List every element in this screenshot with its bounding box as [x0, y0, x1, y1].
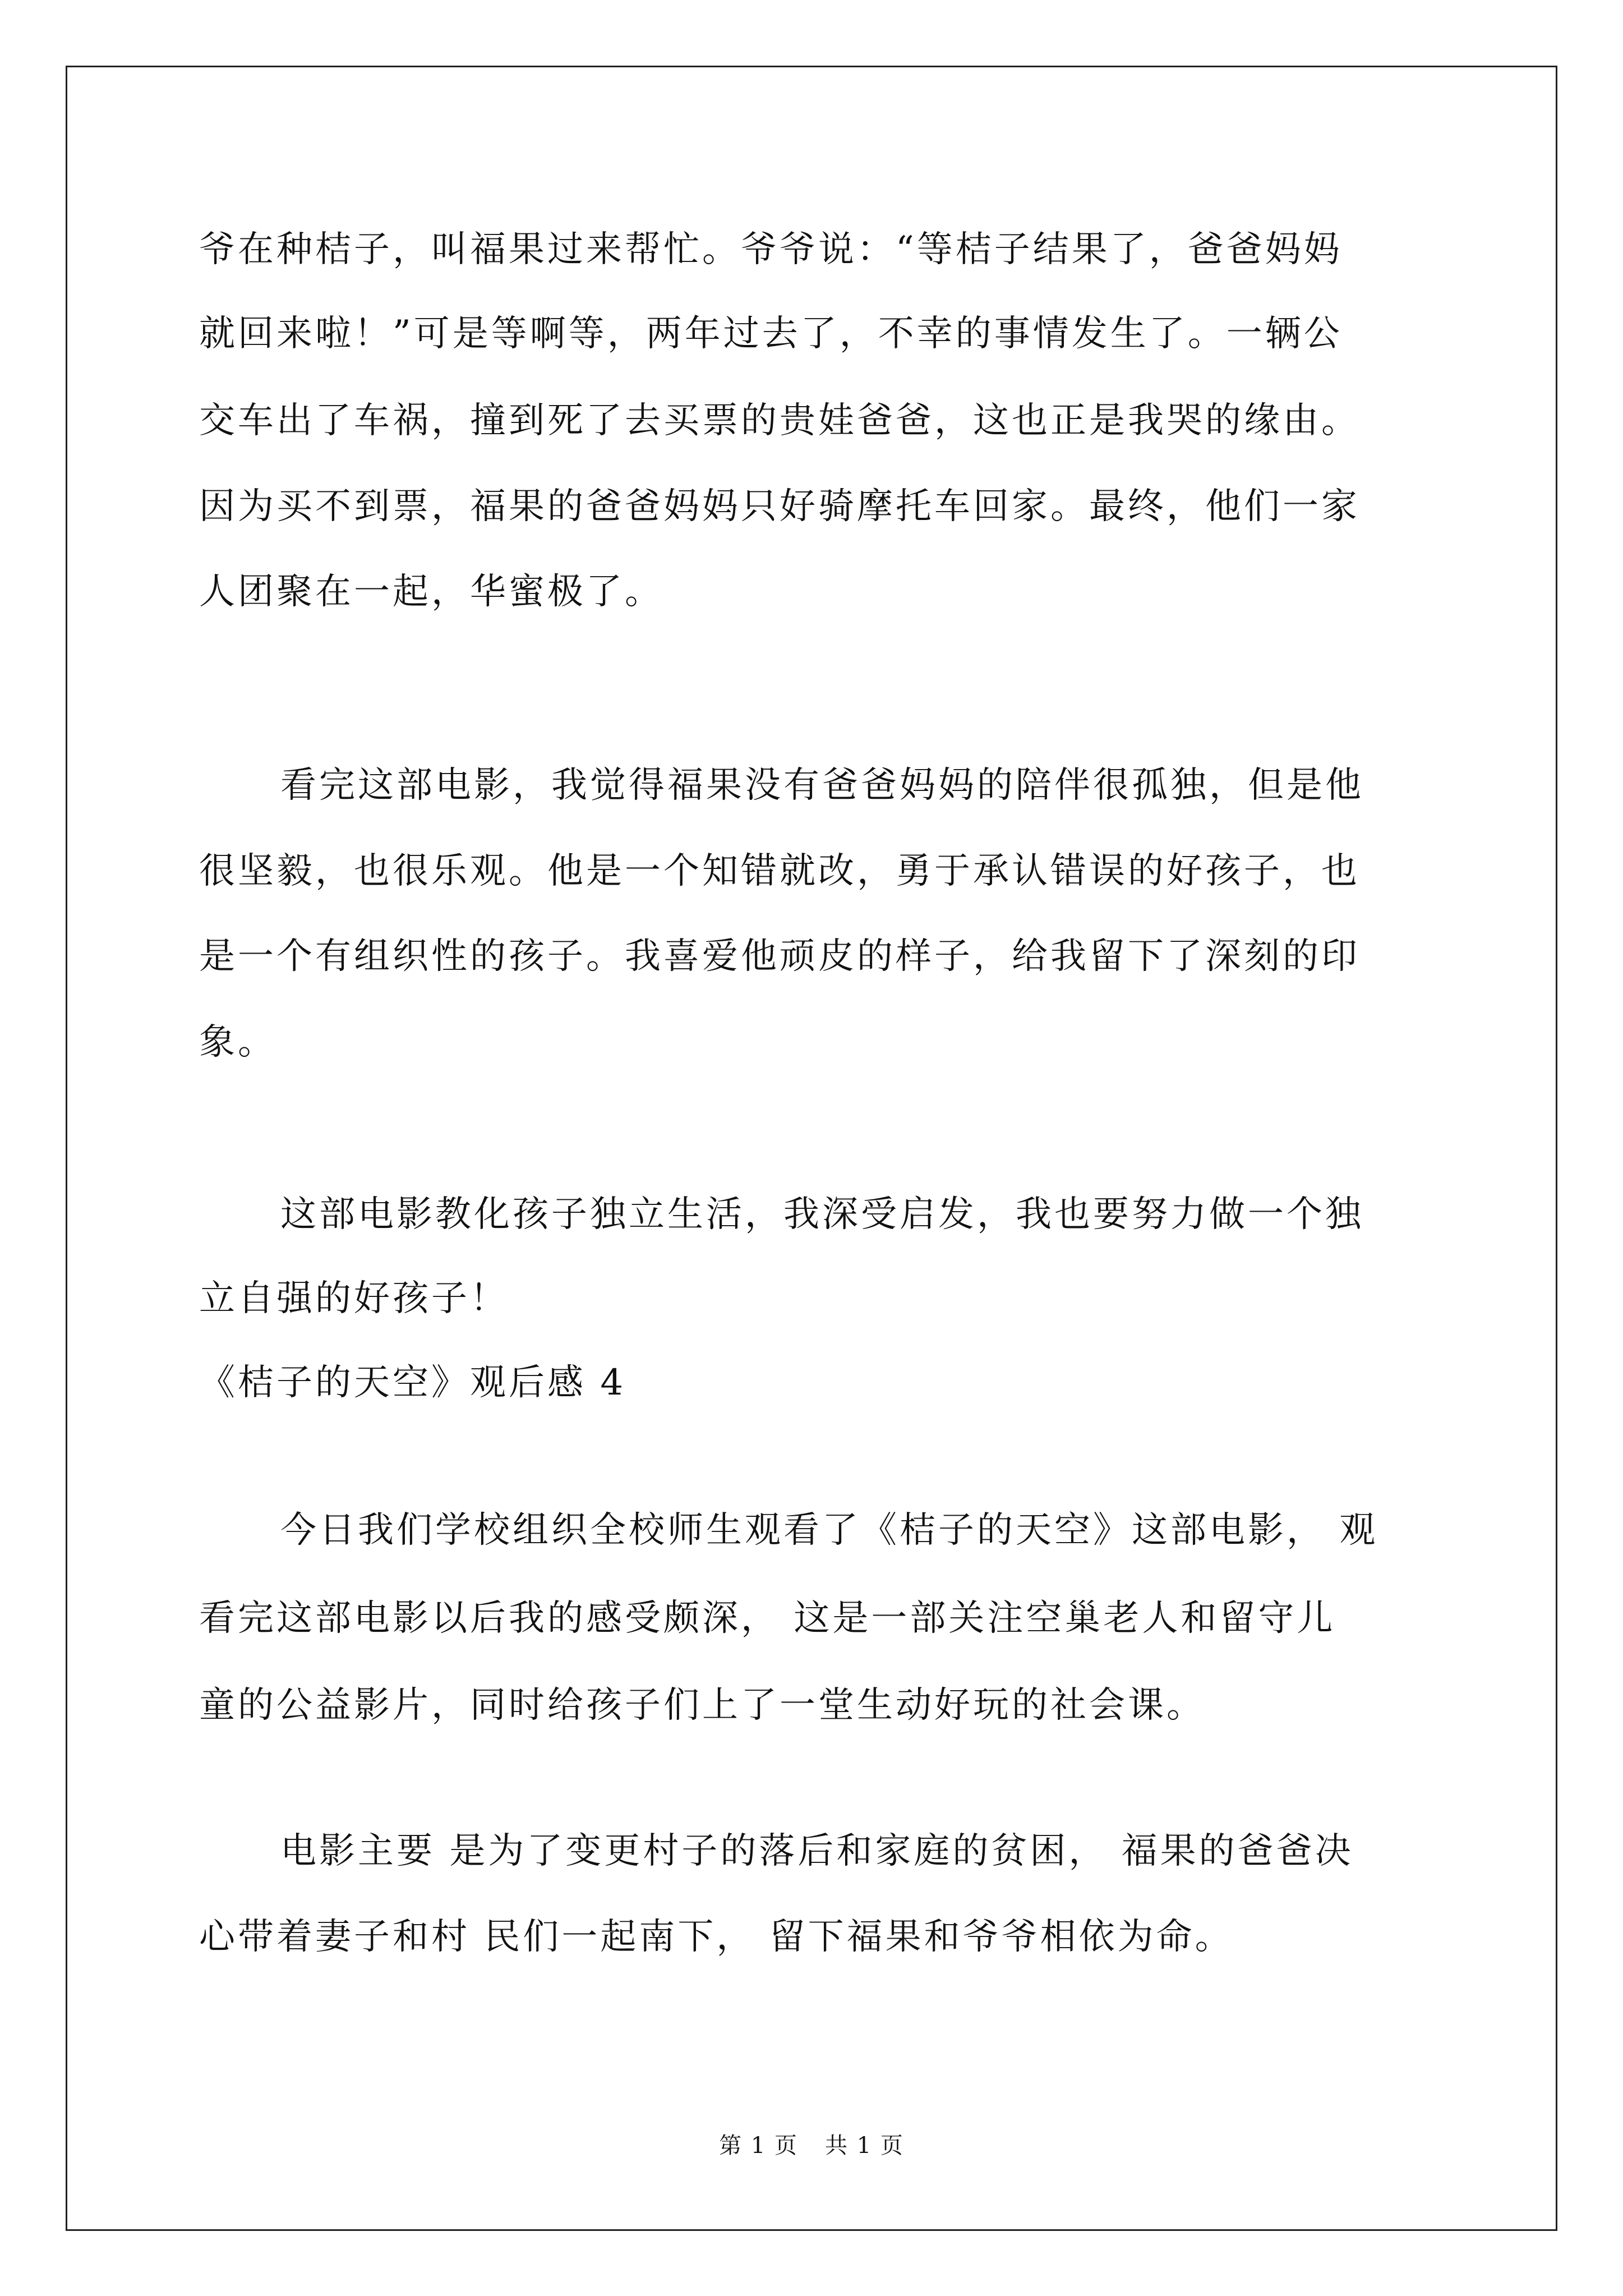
paragraph-start: 电影主要 是为了变更村子的落后和家庭的贫困， 福果的爸爸决 — [280, 1830, 1354, 1872]
text-line: 就回来啦！”可是等啊等，两年过去了，不幸的事情发生了。一辆公 — [199, 313, 1343, 355]
text-line: 交车出了车祸，撞到死了去买票的贵娃爸爸，这也正是我哭的缘由。 — [199, 400, 1360, 441]
section-heading: 《桔子的天空》观后感 4 — [199, 1362, 626, 1404]
paragraph-start: 看完这部电影，我觉得福果没有爸爸妈妈的陪伴很孤独，但是他 — [280, 765, 1364, 806]
text-line: 心带着妻子和村 民们一起南下， 留下福果和爷爷相依为命。 — [199, 1916, 1234, 1958]
text-line: 看完这部电影以后我的感受颇深， 这是一部关注空巢老人和留守儿 — [199, 1598, 1336, 1639]
total-pages: 共 1 页 — [825, 2133, 904, 2159]
text-line: 立自强的好孩子！ — [199, 1278, 509, 1319]
text-line: 童的公益影片，同时给孩子们上了一堂生动好玩的社会课。 — [199, 1685, 1205, 1726]
text-line: 爷在种桔子，叫福果过来帮忙。爷爷说：“等桔子结果了，爸爸妈妈 — [199, 229, 1343, 270]
text-line: 因为买不到票，福果的爸爸妈妈只好骑摩托车回家。最终，他们一家 — [199, 486, 1360, 527]
paragraph-start: 今日我们学校组织全校师生观看了《桔子的天空》这部电影， 观 — [280, 1510, 1378, 1551]
page-border — [66, 66, 1557, 2231]
text-line: 人团聚在一起，华蜜极了。 — [199, 571, 663, 613]
page-footer — [0, 2132, 1623, 2160]
paragraph-start: 这部电影教化孩子独立生活，我深受启发，我也要努力做一个独 — [280, 1194, 1364, 1235]
text-line: 是一个有组织性的孩子。我喜爱他顽皮的样子，给我留下了深刻的印 — [199, 936, 1360, 977]
text-line: 很坚毅，也很乐观。他是一个知错就改，勇于承认错误的好孩子，也 — [199, 850, 1360, 892]
text-line: 象。 — [199, 1022, 276, 1063]
page-number: 第 1 页 — [719, 2133, 798, 2159]
